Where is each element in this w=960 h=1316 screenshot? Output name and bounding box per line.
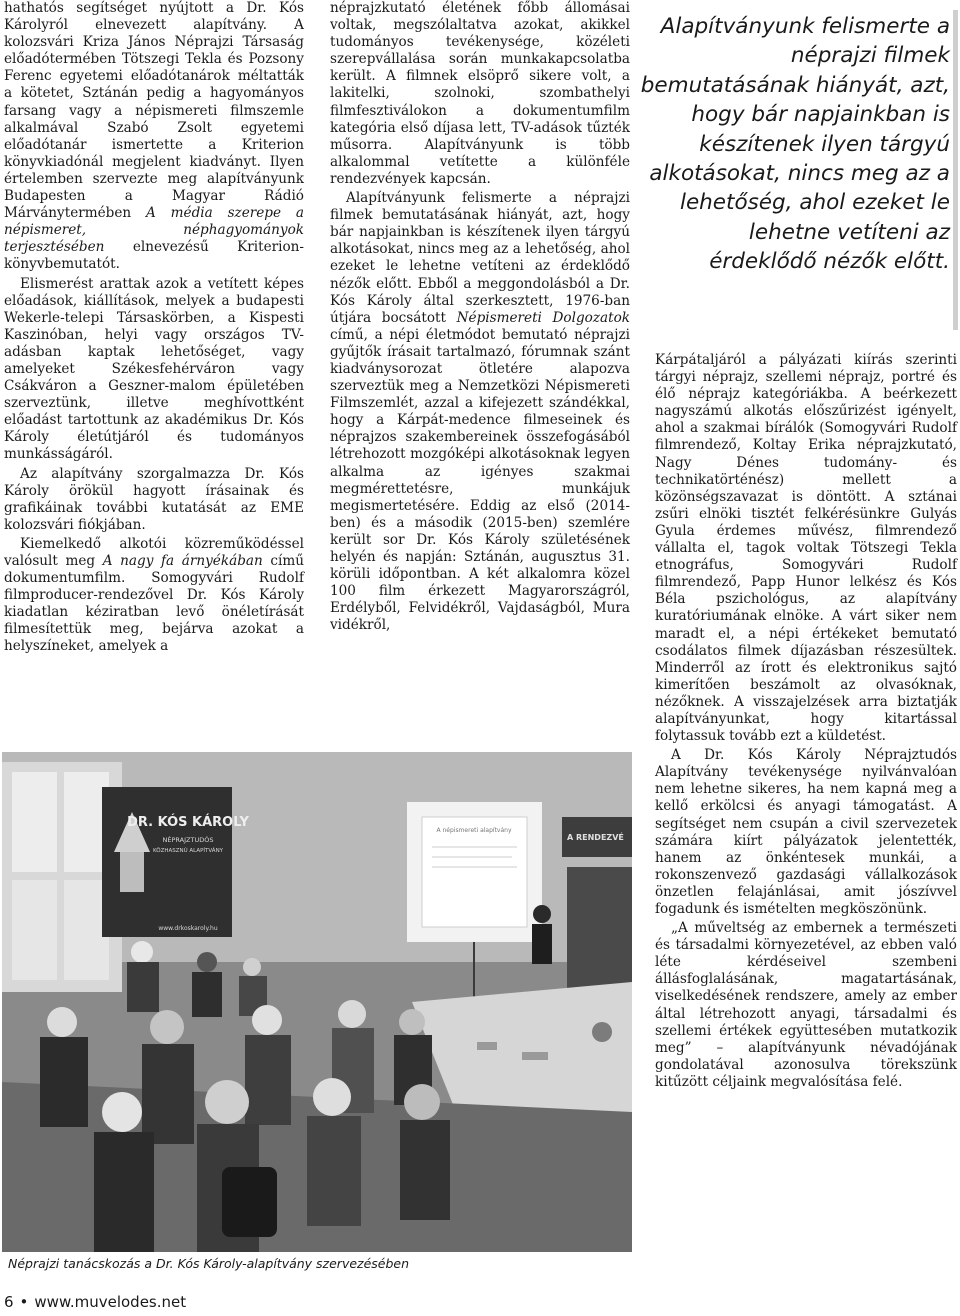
paragraph: hathatós segítséget nyújtott a Dr. Kós Károlyról elnevezett alapítvány. A kolozsvári Kriza János Néprajzi Társaság előadótermében Tötszegi Tekla és Pozsony Ferenc egyetemi előadótanárok méltatták a kötetet, Sztánán pedig a hagyományos farsang vagy a népismereti filmszemle alkalmával Szabó Zsolt egyetemi előadótanár ismertette a Kriterion könyvkiadónál megjelent kiadványt. Ilyen értelemben szervezte meg alapítványunk Budapesten a Magyar Rádió Márványtermében A média szerepe a népismeret, néphagyományok terjesztésében elnevezésű Kriterion-könyvbemutatót. (4, 0, 304, 273)
footer-bullet: • (19, 1293, 29, 1311)
paragraph: „A műveltség az embernek a természeti és társadalmi környezetével, az ebben való léte kérdéseivel szembeni állásfoglalásának, magatartásának, viselkedésének rendszere, amely az ember által létrehozott anyagi, társadalmi és szellemi értékek együttesében mutatkozik meg” – alapítványunk névadójának gondolatával azonosulva törekszünk kitűzött céljaink megvalósítása felé. (655, 920, 957, 1090)
pull-quote-bar (953, 10, 958, 330)
paragraph: A Dr. Kós Károly Néprajztudós Alapítvány tevékenysége nyilvánvalóan nem lehetne sikeres, ha nem kapná meg a kellő erkölcsi és anyagi támogatást. A segítséget nem csupán a civil szervezetek számára kiírt pályázatok jelentették, hanem az önkéntesek munkái, a rokonszenvező gazdasági vállalkozások önzetlen felajánlásai, amit jószívvel fogadunk és ismételten megköszönünk. (655, 747, 957, 917)
site-url: www.muvelodes.net (34, 1293, 187, 1311)
sign-text: A RENDEZVÉ (567, 833, 624, 842)
banner-title: DR. KÓS KÁROLY (127, 815, 249, 830)
paragraph: Kiemelkedő alkotói közreműködéssel valósult meg A nagy fa árnyékában című dokumentumfilm. Somogyvári Rudolf filmproducer-rendezővel Dr. Kós Károly kiadatlan kéziratban levő önéletírását filmesítettük meg, bejárva azokat a helyszíneket, amelyek a (4, 535, 304, 655)
event-photo (2, 752, 632, 1252)
page-number: 6 (4, 1293, 14, 1311)
paragraph: Elismerést arattak azok a vetített képes előadások, kiállítások, melyek a budapesti Wekerle-telepi Társaskörben, a Kispesti Kaszinóban, helyi vagy országos TV-adásban kaptak lehetőséget, vagy amelyeket Székesfehérváron vagy Csákváron a Geszner-malom épületében szerveztünk, illetve meghívottként előadást tartottunk az akadémikus Dr. Kós Károly életútjáról és tudományos munkásságáról. (4, 275, 304, 463)
page-footer (4, 1293, 186, 1311)
banner-subtitle: KÖZHASZNÚ ALAPÍTVÁNY (152, 848, 224, 854)
alapitvany-banner (102, 787, 249, 937)
article-column-2 (330, 0, 630, 634)
paragraph: néprajzkutató életének főbb állomásai voltak, megszólaltatva azokat, akikkel tudományos tevékenysége, közéleti szerepvállalása során munkakapcsolatba került. A filmnek elsöprő sikere volt, a lakitelki, szolnoki, szombathelyi filmfesztiválokon a dokumentumfilm kategória első díjasa lett, TV-adások tűzték műsorra. Alapítványunk is több alkalommal vetítette a különféle rendezvények kapcsán. (330, 0, 630, 187)
paragraph: Kárpátaljáról a pályázati kiírás szerinti tárgyi néprajz, szellemi néprajz, portré és élő néprajz kategóriákba. A beérkezett nagyszámú alkotás előszűrizést igényelt, ahol a szakmai bírálók (Somogyvári Rudolf filmrendező, Koltay Erika néprajzkutató, Nagy Dénes tudomány- és technikatörténész) mellett a közönségszavazat is döntött. A sztánai zsűri elnöki tisztét felkérésünkre Gulyás Gyula érdemes művész, filmrendező vállalta el, tagok voltak Tötszegi Tekla etnográfus, Somogyvári Rudolf filmrendező, Papp Hunor lelkész és Kós Béla pszichológus, az alapítvány kuratóriumának elnöke. A várt siker nem maradt el, a népi értékeket bemutató csodálatos filmek díjazásban részesültek. Minderről az írott és elektronikus sajtó kimerítően beszámolt az olvasóknak, nézőknek. A visszajelzések arra biztatják alapítványunkat, hogy kitartással folytassuk tovább ezt a küldetést. (655, 352, 957, 745)
banner-subtitle: NÉPRAJZTUDÓS (162, 836, 214, 844)
article-column-1 (4, 0, 304, 656)
pull-quote: Alapítványunk felismerte a néprajzi filmek bemutatásának hiányát, azt, hogy bár napjainkban is készítenek ilyen tárgyú alkotásokat, nincs meg az a lehetőség, ahol ezeket le lehetne vetíteni az érdeklődő nézők előtt. (640, 14, 950, 275)
screen-text: A népismereti alapítvány (436, 827, 512, 834)
photo-caption: Néprajzi tanácskozás a Dr. Kós Károly-alapítvány szervezésében (8, 1256, 410, 1271)
paragraph: Alapítványunk felismerte a néprajzi filmek bemutatásának hiányát, azt, hogy bár napjainkban is készítenek ilyen tárgyú alkotásokat, nincs meg az a lehetőség, ahol ezeket le lehetne vetíteni az érdeklődő nézők előtt. Ebből a meggondolásból a Dr. Kós Károly által szerkesztett, 1976-ban útjára bocsátott Népismereti Dolgozatok című, a népi életmódot bemutató néprajzi gyűjtők írásait tartalmazó, fórumnak szánt kiadványsorozat ötletére alapozva szerveztük meg a Nemzetközi Népismereti Filmszemlét, azzal a kifejezett szándékkal, hogy a Kárpát-medence filmeseinek és néprajzos szakembereinek összefogásából létrehozott mozgóképi alkotásoknak legyen alkalma az igényes szakmai megmérettetésre, munkájuk megismertetésére. Eddig az első (2014-ben) és a második (2015-ben) szemlére került sor Dr. Kós Károly születésének helyén és napján: Sztánán, augusztus 31. körüli időpontban. A két alkalomra közel 100 film érkezett Magyarországról, Erdélyből, Felvidékről, Vajdaságból, Mura vidékről, (330, 190, 631, 634)
paragraph: Az alapítvány szorgalmazza Dr. Kós Károly örökül hagyott írásainak és grafikáinak további kutatását az EME kolozsvári fiókjában. (4, 465, 304, 533)
banner-url: www.drkoskaroly.hu (158, 925, 218, 932)
article-column-3 (655, 352, 957, 1091)
